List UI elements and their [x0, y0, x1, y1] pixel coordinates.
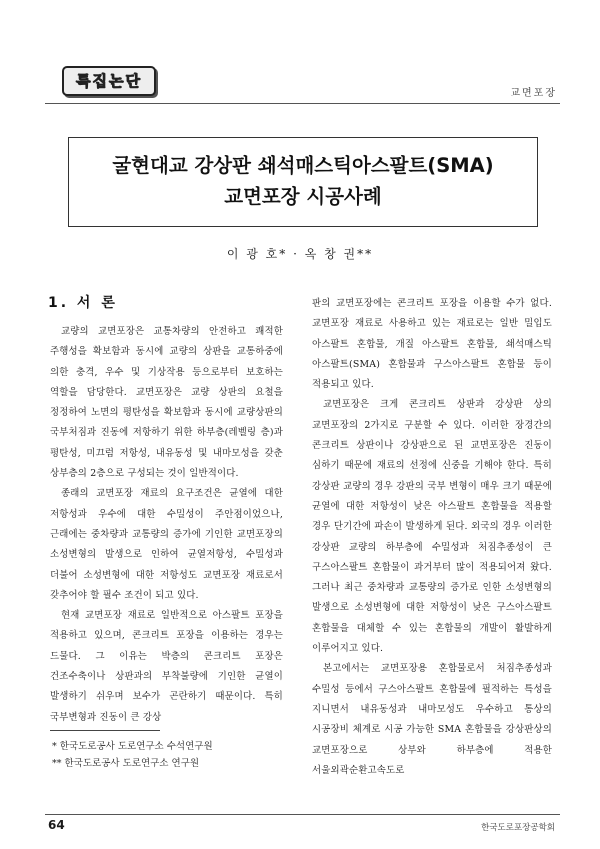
footnote: ** 한국도로공사 도로연구소 연구원 [52, 758, 200, 769]
journal-name: 한국도로포장공학회 [481, 823, 555, 833]
paragraph: 교면포장은 크게 콘크리트 상판과 강상판 상의 교면포장의 2가지로 구분할 수 있다. 이러한 장경간의 콘크리트 상판이나 강상판으로 된 교면포장은 진동이 심하기 때문에 재료의 선정에 신중을 기해야 한다. 특히 강상판 교량의 경우 강판의 국부 변형이 매우 크기 때문에 균열에 대한 저항성이 낮은 아스팔트 혼합물을 적용할 경우 단기간에 파손이 발생하게 된다. 외국의 경우 이러한 강상판 교량의 하부층에 수밀성과 처짐추종성이 큰 구스아스팔트 혼합물이 과거부터 많이 적용되어져 왔다. 그러나 최근 중차량과 교통량의 증가로 인한 소성변형의 발생으로 소성변형에 대한 저항성이 낮은 구스아스팔트 혼합물을 대체할 수 있는 혼합물의 개발이 활발하게 이루어지고 있다. [312, 399, 552, 655]
paragraph: 본고에서는 교면포장용 혼합물로서 처짐추종성과 수밀성 등에서 구스아스팔트 혼합물에 필적하는 특성을 지니면서 내유동성과 내마모성도 우수하고 통상의 시공장비 체계로 시공 가능한 SMA 혼합물을 강상판상의 교면포장으로 상부와 하부층에 적용한 서울외곽순환고속도로 [312, 663, 552, 776]
left-column [50, 322, 283, 728]
footnotes [52, 738, 213, 772]
authors: 이 광 호* · 옥 창 권** [226, 247, 374, 261]
footnote-rule [50, 730, 160, 731]
footnote: * 한국도로공사 도로연구소 수석연구원 [52, 741, 213, 752]
page-number: 64 [48, 818, 65, 832]
paragraph: 종래의 교면포장 재료의 요구조건은 균열에 대한 저항성과 우수에 대한 수밀성이 주안점이었으나, 근래에는 중차량과 교통량의 증가에 기인한 교면포장의 소성변형의 발생으로 인하여 균열저항성, 수밀성과 더불어 소성변형에 대한 저항성도 교면포장 재료로서 갖추어야 할 필수 조건이 되고 있다. [50, 488, 283, 601]
header-rule [45, 103, 560, 104]
section-tag: 교면포장 [510, 88, 557, 99]
title-box [68, 137, 538, 227]
paragraph: 교량의 교면포장은 교통차량의 안전하고 쾌적한 주행성을 확보함과 동시에 교량의 상판을 교통하중에 의한 충격, 우수 및 기상작용 등으로부터 보호하는 역할을 담당한다. 교면포장은 교량 상판의 요철을 정정하여 노면의 평탄성을 확보함과 동시에 교량상판의 국부처짐과 진동에 저항하기 위한 하부층(레벨링 층)과 평탄성, 미끄럼 저항성, 내유동성 및 내마모성을 갖춘 상부층의 2층으로 구성되는 것이 일반적이다. [50, 326, 283, 480]
paragraph: 현재 교면포장 재료로 일반적으로 아스팔트 포장을 적용하고 있으며, 콘크리트 포장을 이용하는 경우는 드물다. 그 이유는 박층의 콘크리트 포장은 건조수축이나 상판과의 부착불량에 기인한 균열이 발생하기 쉬우며 보수가 곤란하기 때문이다. 특히 국부변형과 진동이 큰 강상 [50, 610, 283, 723]
title-line-1: 굴현대교 강상판 쇄석매스틱아스팔트(SMA) [112, 154, 494, 177]
section-badge: 특집논단 [62, 66, 156, 96]
footer-rule [45, 814, 560, 815]
section-heading: 1. 서 론 [48, 295, 118, 311]
title-line-2: 교면포장 시공사례 [224, 185, 382, 208]
right-column [312, 294, 552, 781]
paragraph: 판의 교면포장에는 콘크리트 포장을 이용할 수가 없다. 교면포장 재료로 사용하고 있는 재료로는 일반 밀입도 아스팔트 혼합물, 개질 아스팔트 혼합물, 쇄석매스틱 아스팔트(SMA) 혼합물과 구스아스팔트 혼합물 등이 적용되고 있다. [312, 298, 552, 391]
